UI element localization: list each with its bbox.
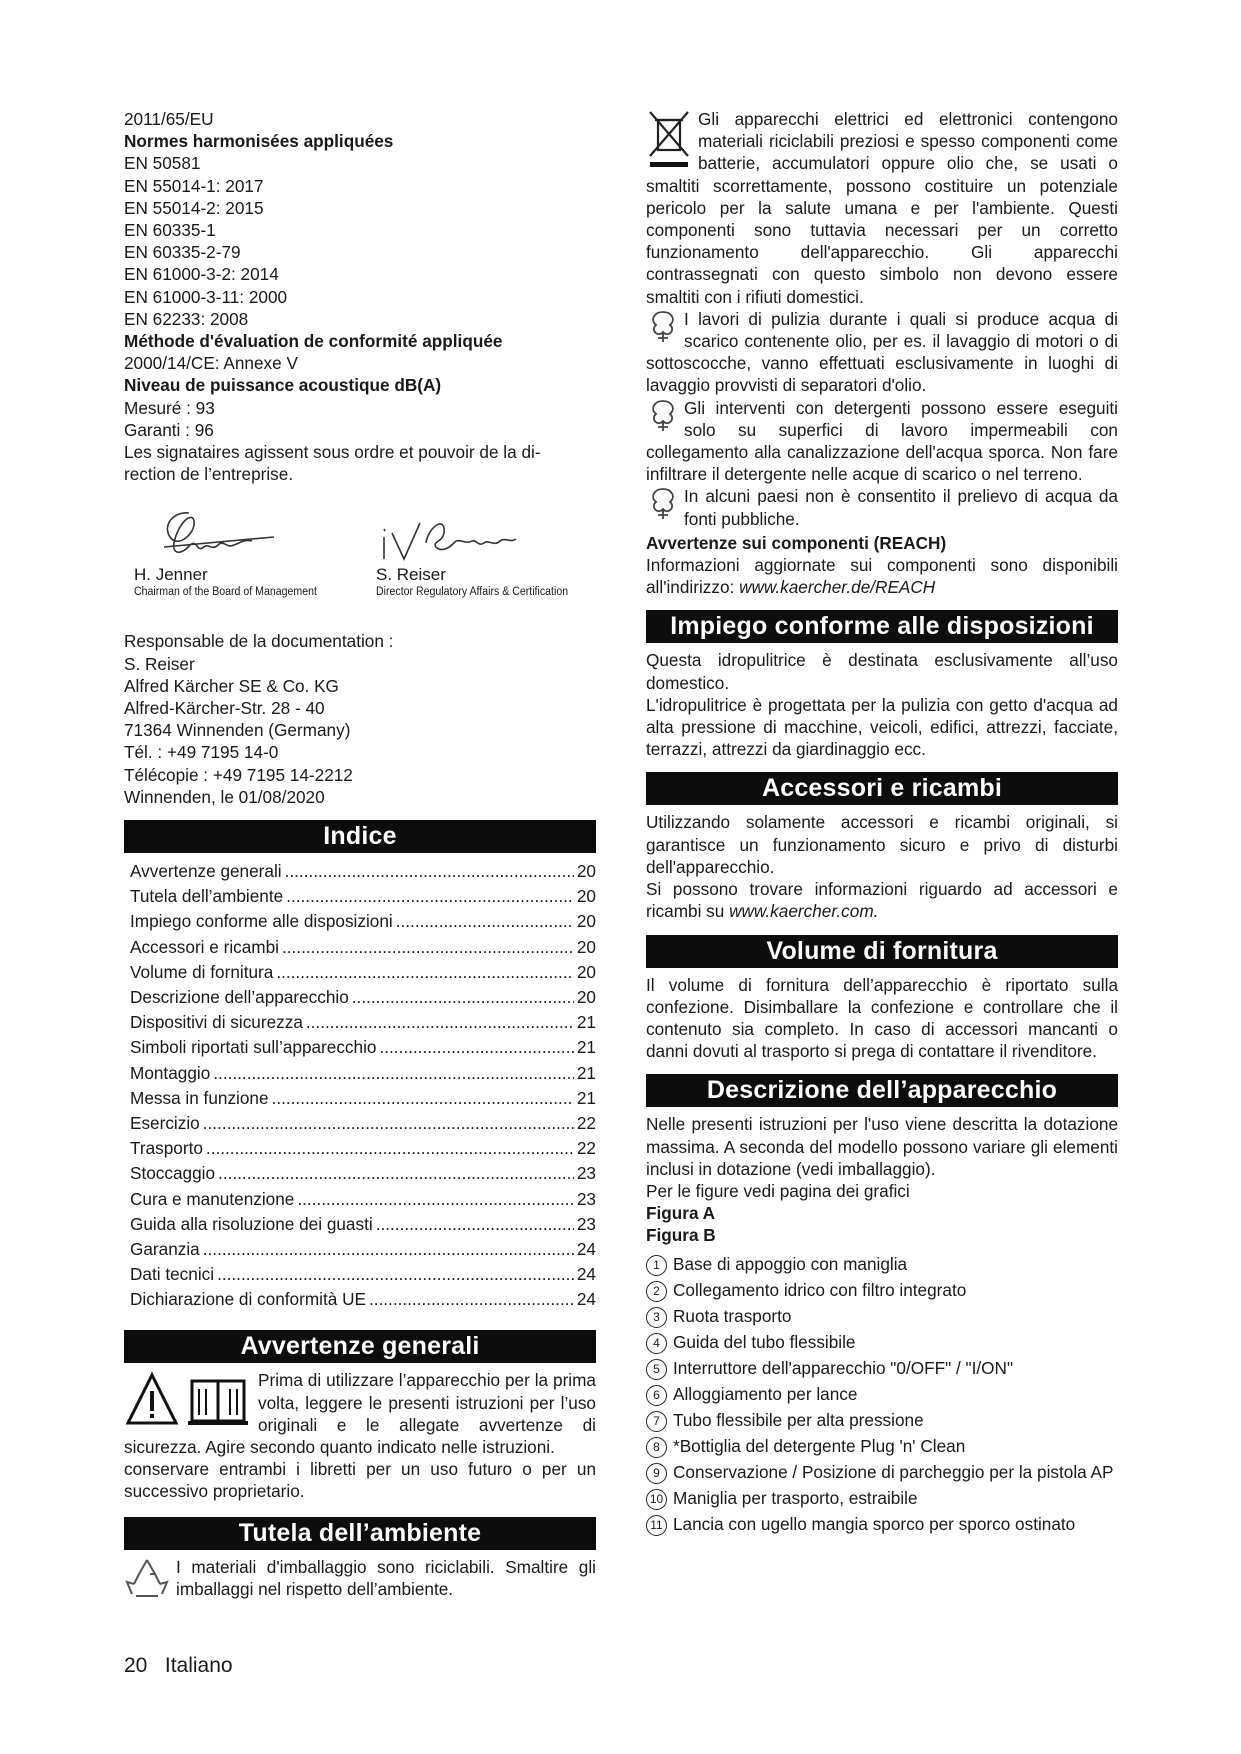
impiego-heading: Impiego conforme alle disposizioni	[646, 610, 1118, 643]
contact-line: Tél. : +49 7195 14-0	[124, 742, 279, 763]
toc-page: 22	[576, 1138, 596, 1159]
volume-text: Il volume di fornitura dell’apparecchio è riportato sulla confezione. Disimballare la confezione e controllare che il contenuto sia completo. In caso di accessori mancanti o danni dovuti al trasporto si prega di contattare il rivenditore.	[646, 974, 1118, 1062]
toc-page: 21	[576, 1062, 596, 1083]
signature-jenner	[134, 503, 334, 599]
toc-entry[interactable]	[130, 1287, 596, 1312]
toc-label: Montaggio	[130, 1062, 211, 1083]
accessori-text: Utilizzando solamente accessori e ricambi originali, si garantisce un funzionamento sicuro e privo di disturbi dell'apparecchio.	[646, 812, 1118, 877]
toc-label: Dispositivi di sicurezza	[130, 1012, 303, 1033]
part-text: Collegamento idrico con filtro integrato	[673, 1279, 967, 1300]
signatory-name: S. Reiser	[376, 565, 446, 585]
manual-book-icon	[188, 1381, 248, 1425]
toc-label: Garanzia	[130, 1238, 200, 1259]
part-number: 11	[646, 1515, 667, 1536]
contact-line: Alfred Kärcher SE & Co. KG	[124, 675, 339, 696]
toc-entry[interactable]	[130, 1010, 596, 1035]
reach-text-label: Informazioni aggiornate sui componenti sono disponibili all'indirizzo:	[646, 555, 1118, 598]
list-item	[646, 1383, 1118, 1405]
toc-label: Trasporto	[130, 1138, 203, 1159]
standard-line: EN 61000-3-11: 2000	[124, 286, 288, 307]
contact-line: Winnenden, le 01/08/2020	[124, 786, 325, 807]
toc-page: 24	[576, 1264, 596, 1285]
list-item	[646, 1279, 1118, 1301]
avvertenze-text: Prima di utilizzare l’apparecchio per la prima volta, leggere le presenti istruzioni per l’uso originali e le allegate avvertenze di sicurezza. Agire secondo quanto indicato nelle istruzioni.	[124, 1370, 596, 1458]
avvertenze-section	[124, 1369, 596, 1502]
toc-label: Cura e manutenzione	[130, 1188, 295, 1209]
part-text: *Bottiglia del detergente Plug 'n' Clean	[673, 1435, 966, 1456]
methode-heading: Méthode d'évaluation de conformité appliquée	[124, 331, 503, 352]
standard-line: EN 62233: 2008	[124, 308, 249, 329]
list-item	[646, 1331, 1118, 1353]
page-number: 20	[124, 1654, 148, 1677]
figura-a-label: Figura A	[646, 1203, 716, 1224]
toc-label: Tutela dell’ambiente	[130, 886, 284, 907]
impiego-text: L'idropulitrice è progettata per la pulizia con getto d'acqua ad alta pressione di macchine, veicoli, edifici, attrezzi, facciate, terrazzi, attrezzi da giardinaggio ecc.	[646, 694, 1118, 760]
toc-label: Messa in funzione	[130, 1087, 269, 1108]
figura-b-label: Figura B	[646, 1225, 716, 1246]
part-number: 2	[646, 1281, 667, 1302]
signature-reiser	[376, 503, 585, 599]
accessori-text	[646, 878, 1118, 922]
toc-entry[interactable]	[130, 1035, 596, 1060]
methode-value: 2000/14/CE: Annexe V	[124, 353, 298, 374]
water-note-text: Gli interventi con detergenti possono essere eseguiti solo su superfici di lavoro impermeabili con collegamento alla canalizzazione dell'acqua sporca. Non fare infiltrare il detergente nelle acque di scarico o nel terreno.	[646, 397, 1118, 485]
toc-page: 20	[576, 886, 596, 907]
directive-line: 2011/65/EU	[124, 109, 214, 129]
mesure-value: Mesuré : 93	[124, 397, 215, 418]
part-number: 4	[646, 1333, 667, 1354]
niveau-heading: Niveau de puissance acoustique dB(A)	[124, 375, 442, 396]
part-number: 5	[646, 1359, 667, 1380]
toc-entry[interactable]	[130, 1061, 596, 1086]
water-note	[646, 308, 1118, 397]
toc-entry[interactable]	[130, 960, 596, 985]
avvertenze-text2: conservare entrambi i libretti per un uso futuro o per un successivo proprietario.	[124, 1459, 596, 1502]
water-tap-icon	[646, 485, 684, 525]
list-item	[646, 1253, 1118, 1275]
signataires-text: Les signataires agissent sous ordre et pouvoir de la di-	[124, 442, 541, 463]
part-number: 6	[646, 1385, 667, 1406]
toc-entry[interactable]	[130, 1187, 596, 1212]
toc-page: 23	[576, 1213, 596, 1234]
list-item	[646, 1305, 1118, 1327]
part-text: Alloggiamento per lance	[673, 1383, 858, 1404]
standard-line: EN 50581	[124, 153, 201, 174]
signataires-text: rection de l’entreprise.	[124, 464, 294, 485]
part-number: 10	[646, 1489, 667, 1510]
page-footer	[124, 1654, 233, 1678]
toc-label: Volume di fornitura	[130, 961, 274, 982]
toc-page: 24	[576, 1238, 596, 1259]
part-text: Guida del tubo flessibile	[673, 1331, 856, 1352]
water-tap-icon	[646, 397, 684, 437]
toc-page: 21	[576, 1037, 596, 1058]
list-item	[646, 1461, 1118, 1483]
list-item	[646, 1409, 1118, 1431]
contact-line: Responsable de la documentation :	[124, 631, 394, 652]
signatory-role: Chairman of the Board of Management	[134, 586, 317, 599]
weee-text: Gli apparecchi elettrici ed elettronici contengono materiali riciclabili preziosi e spesso componenti come batterie, accumulatori oppure olio che, se usati o smaltiti scorrettamente, possono costituire un potenziale pericolo per la salute umana e per l'ambiente. Questi componenti sono tuttavia necessari per un corretto funzionamento dell'apparecchio. Gli apparecchi contrassegnati con questo simbolo non devono essere smaltiti con i rifiuti domestici.	[646, 109, 1118, 307]
toc-label: Accessori e ricambi	[130, 936, 279, 957]
toc-entry[interactable]	[130, 1086, 596, 1111]
reach-heading: Avvertenze sui componenti (REACH)	[646, 532, 947, 553]
toc-entry[interactable]	[130, 1262, 596, 1287]
toc-page: 20	[576, 911, 596, 932]
tutela-heading: Tutela dell’ambiente	[124, 1517, 596, 1550]
toc-entry[interactable]	[130, 985, 596, 1010]
part-number: 8	[646, 1437, 667, 1458]
toc-entry[interactable]	[130, 935, 596, 960]
volume-heading: Volume di fornitura	[646, 935, 1118, 968]
part-number: 7	[646, 1411, 667, 1432]
toc-label: Esercizio	[130, 1112, 200, 1133]
crossed-bin-icon	[646, 108, 698, 174]
impiego-text: Questa idropulitrice è destinata esclusivamente all’uso domestico.	[646, 650, 1118, 693]
warning-book-icons	[124, 1369, 258, 1435]
signatory-role: Director Regulatory Affairs & Certification	[376, 586, 569, 599]
standard-line: EN 60335-2-79	[124, 242, 241, 263]
standard-line: EN 60335-1	[124, 220, 216, 241]
part-number: 3	[646, 1307, 667, 1328]
reach-link[interactable]: www.kaercher.de/REACH	[739, 577, 936, 598]
table-of-contents	[130, 859, 596, 1312]
part-text: Maniglia per trasporto, estraibile	[673, 1487, 918, 1508]
toc-label: Dichiarazione di conformità UE	[130, 1289, 366, 1310]
toc-entry[interactable]	[130, 1237, 596, 1262]
toc-page: 23	[576, 1163, 596, 1184]
toc-label: Dati tecnici	[130, 1264, 215, 1285]
signatory-name: H. Jenner	[134, 565, 208, 585]
signatures	[124, 503, 596, 630]
part-number: 9	[646, 1463, 667, 1484]
accessori-link[interactable]: www.kaercher.com.	[729, 901, 879, 922]
contact-line: Alfred-Kärcher-Str. 28 - 40	[124, 698, 325, 719]
descrizione-text: Nelle presenti istruzioni per l'uso viene descritta la dotazione massima. A seconda del modello possono variare gli elementi inclusi in dotazione (vedi imballaggio).	[646, 1114, 1118, 1179]
water-tap-icon	[646, 308, 684, 348]
accessori-text-label: Si possono trovare informazioni riguardo ad accessori e ricambi su	[646, 879, 1118, 922]
toc-page: 22	[576, 1112, 596, 1133]
weee-section	[646, 108, 1118, 308]
footer-language: Italiano	[164, 1654, 233, 1677]
water-note-text: I lavori di pulizia durante i quali si produce acqua di scarico contenente olio, per es. il lavaggio di motori o di sottoscocche, vanno effettuati esclusivamente in luoghi di lavaggio provvisti di separatori d'olio.	[646, 308, 1118, 396]
water-note	[646, 397, 1118, 486]
part-text: Base di appoggio con maniglia	[673, 1253, 908, 1274]
toc-page: 20	[576, 987, 596, 1008]
standard-line: EN 55014-2: 2015	[124, 197, 264, 218]
toc-entry[interactable]	[130, 1111, 596, 1136]
toc-page: 20	[576, 936, 596, 957]
toc-label: Descrizione dell’apparecchio	[130, 987, 349, 1008]
toc-label: Avvertenze generali	[130, 861, 282, 882]
normes-heading: Normes harmonisées appliquées	[124, 131, 394, 152]
avvertenze-heading: Avvertenze generali	[124, 1330, 596, 1363]
toc-label: Stoccaggio	[130, 1163, 216, 1184]
signature-jenner-drawing	[134, 503, 334, 565]
part-text: Tubo flessibile per alta pressione	[673, 1409, 924, 1430]
list-item	[646, 1487, 1118, 1509]
right-column	[646, 108, 1118, 1539]
signature-reiser-drawing	[376, 503, 576, 565]
part-text: Interruttore dell'apparecchio "0/OFF" / "I/ON"	[673, 1357, 1014, 1378]
toc-entry[interactable]	[130, 1212, 596, 1237]
warning-triangle-icon	[124, 1369, 254, 1431]
indice-heading: Indice	[124, 820, 596, 853]
standard-line: EN 55014-1: 2017	[124, 175, 264, 196]
parts-list	[646, 1253, 1118, 1535]
toc-page: 23	[576, 1188, 596, 1209]
standard-line: EN 61000-3-2: 2014	[124, 264, 279, 285]
descrizione-heading: Descrizione dell’apparecchio	[646, 1074, 1118, 1107]
garanti-value: Garanti : 96	[124, 419, 214, 440]
toc-entry[interactable]	[130, 859, 596, 884]
water-note	[646, 485, 1118, 529]
list-item	[646, 1435, 1118, 1457]
part-text: Lancia con ugello mangia sporco per sporco ostinato	[673, 1513, 1076, 1534]
part-text: Conservazione / Posizione di parcheggio per la pistola AP	[673, 1461, 1114, 1482]
figure-reference: Per le figure vedi pagina dei grafici	[646, 1180, 910, 1201]
toc-page: 20	[576, 861, 596, 882]
toc-entry[interactable]	[130, 884, 596, 909]
toc-page: 20	[576, 961, 596, 982]
list-item	[646, 1357, 1118, 1379]
list-item	[646, 1513, 1118, 1535]
contact-line: 71364 Winnenden (Germany)	[124, 720, 351, 741]
toc-page: 21	[576, 1012, 596, 1033]
toc-label: Simboli riportati sull’apparecchio	[130, 1037, 377, 1058]
toc-page: 24	[576, 1289, 596, 1310]
toc-entry[interactable]	[130, 1136, 596, 1161]
toc-label: Guida alla risoluzione dei guasti	[130, 1213, 373, 1234]
part-number: 1	[646, 1255, 667, 1276]
tutela-section	[124, 1556, 596, 1600]
contact-line: S. Reiser	[124, 653, 195, 674]
toc-label: Impiego conforme alle disposizioni	[130, 911, 393, 932]
toc-entry[interactable]	[130, 1161, 596, 1186]
toc-entry[interactable]	[130, 909, 596, 934]
left-column	[124, 108, 596, 1600]
tutela-text: I materiali d'imballaggio sono riciclabili. Smaltire gli imballaggi nel rispetto dell’ambiente.	[176, 1556, 596, 1599]
contact-line: Télécopie : +49 7195 14-2212	[124, 764, 353, 785]
recycle-icon	[124, 1556, 176, 1600]
accessori-heading: Accessori e ricambi	[646, 772, 1118, 805]
reach-text	[646, 554, 1118, 598]
part-text: Ruota trasporto	[673, 1305, 792, 1326]
toc-page: 21	[576, 1087, 596, 1108]
water-note-text: In alcuni paesi non è consentito il prelievo di acqua da fonti pubbliche.	[684, 486, 1118, 529]
